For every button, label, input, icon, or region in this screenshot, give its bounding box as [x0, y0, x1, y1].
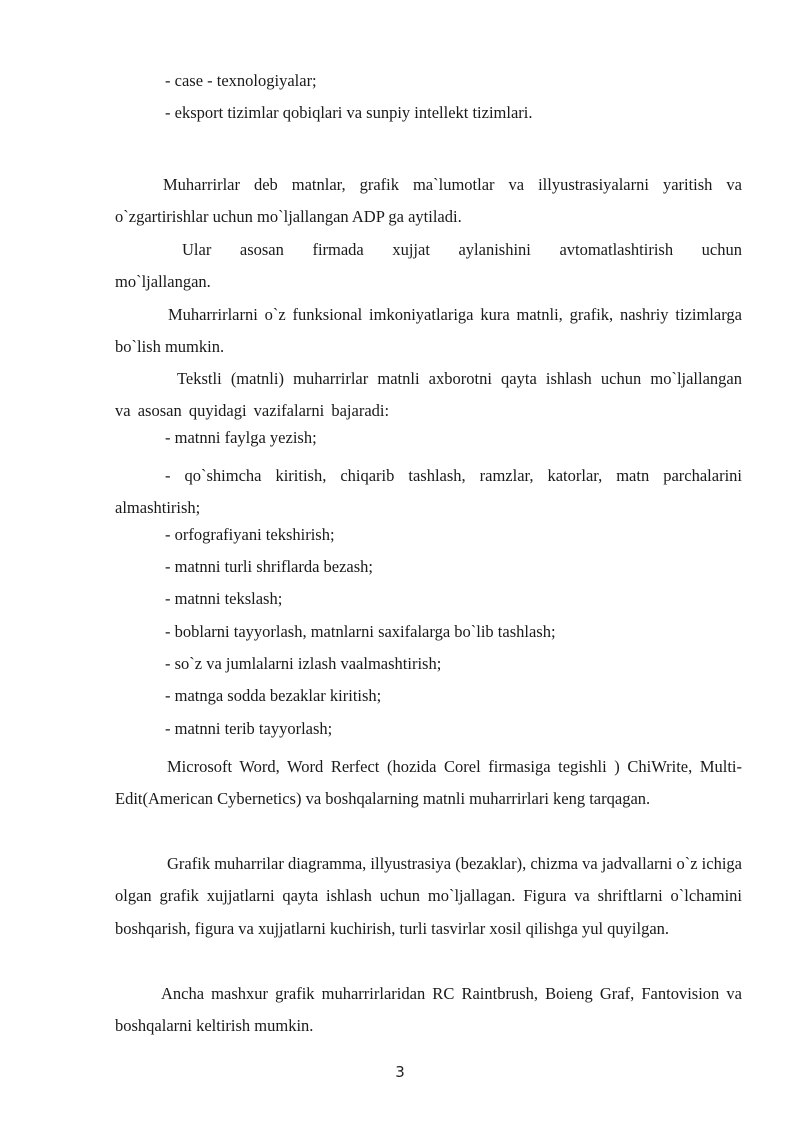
- paragraph-graphic-editors: Grafik muharrilar diagramma, illyustrasiya (bezaklar), chizma va jadvallarni o`z ichiga olgan grafik xujjatlarni qayta ishlash uchun mo`ljallagan. Figura va shriftlarni o`lchamini boshqarish, figura va xujjatlarni kuchirish, turli tasvirlar xosil qilishga yul quyilgan.: [115, 854, 742, 938]
- list-item-align: - matnni tekslash;: [165, 589, 283, 608]
- list-item-pages: - boblarni tayyorlash, matnlarni saxifalarga bo`lib tashlash;: [165, 622, 556, 641]
- list-item-search-replace: - so`z va jumlalarni izlash vaalmashtirish;: [165, 654, 442, 673]
- paragraph-editors-purpose: Ular asosan firmada xujjat aylanishini avtomatlashtirish uchun mo`ljallangan.: [115, 240, 742, 292]
- paragraph-editors-definition: Muharrirlar deb matnlar, grafik ma`lumotlar va illyustrasiyalarni yaritish va o`zgartirishlar uchun mo`ljallangan ADP ga aytiladi.: [115, 175, 742, 227]
- paragraph-text-editor-examples: Microsoft Word, Word Rerfect (hozida Corel firmasiga tegishli ) ChiWrite, Multi-Edit(American Cybernetics) va boshqalarning matnli muharrirlari keng tarqagan.: [115, 757, 742, 809]
- list-item-typeset: - matnni terib tayyorlash;: [165, 719, 333, 738]
- list-item-decorations: - matnga sodda bezaklar kiritish;: [165, 686, 382, 705]
- list-item-save-to-file: - matnni faylga yezish;: [165, 428, 317, 447]
- page-number: 3: [395, 1063, 405, 1081]
- list-item-expert-systems: - eksport tizimlar qobiqlari va sunpiy intellekt tizimlari.: [165, 103, 533, 122]
- paragraph-editors-classification: Muharrirlarni o`z funksional imkoniyatlariga kura matnli, grafik, nashriy tizimlarga bo`lish mumkin.: [115, 305, 742, 357]
- list-item-spellcheck: - orfografiyani tekshirish;: [165, 525, 335, 544]
- paragraph-text-editors: Tekstli (matnli) muharrirlar matnli axborotni qayta ishlash uchun mo`ljallangan va asosan quyidagi vazifalarni bajaradi:: [115, 369, 742, 421]
- list-item-case-tech: - case - texnologiyalar;: [165, 71, 317, 90]
- list-item-insert-delete: - qo`shimcha kiritish, chiqarib tashlash, ramzlar, katorlar, matn parchalarini almashtirish;: [115, 466, 742, 518]
- paragraph-graphic-editor-examples: Ancha mashxur grafik muharrirlaridan RC Raintbrush, Boieng Graf, Fantovision va boshqalarni keltirish mumkin.: [115, 984, 742, 1036]
- list-item-fonts: - matnni turli shriflarda bezash;: [165, 557, 374, 576]
